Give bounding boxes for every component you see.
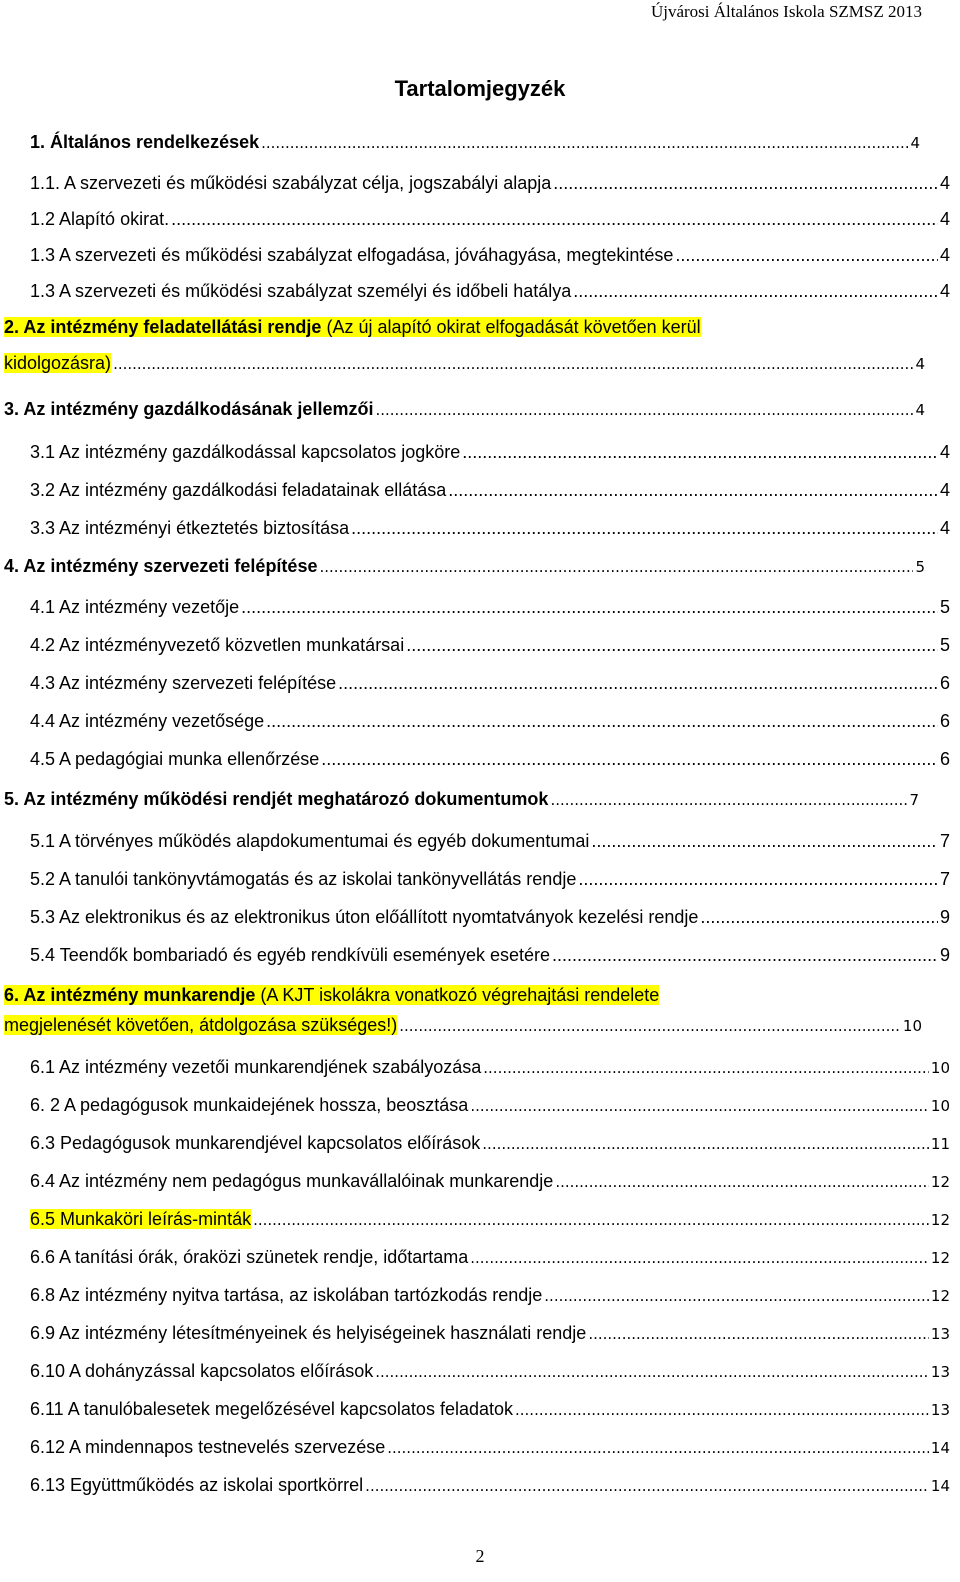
toc-entry-page: 7 xyxy=(939,869,950,889)
toc-entry-6-10[interactable] xyxy=(30,1359,950,1383)
toc-entry-page: 4 xyxy=(910,134,920,152)
running-header: Újvárosi Általános Iskola SZMSZ 2013 xyxy=(650,2,922,21)
toc-entry-3-2[interactable] xyxy=(30,478,950,502)
toc-entry-label: 5.2 A tanulói tankönyvtámogatás és az iskolai tankönyvellátás rendje xyxy=(30,869,577,889)
toc-entry-2-cont[interactable] xyxy=(4,351,925,375)
toc-entry-6-9[interactable] xyxy=(30,1321,950,1345)
toc-entry-6-12[interactable] xyxy=(30,1435,950,1459)
toc-entry-5-4[interactable] xyxy=(30,943,950,967)
toc-entry-4-2[interactable] xyxy=(30,633,950,657)
toc-entry-page: 7 xyxy=(909,791,919,809)
toc-entry-4-5[interactable] xyxy=(30,747,950,771)
toc-entry-label: 6.13 Együttműködés az iskolai sportkörrel xyxy=(30,1475,364,1495)
toc-entry-3[interactable] xyxy=(4,397,925,421)
toc-entry-label: 4.5 A pedagógiai munka ellenőrzése xyxy=(30,749,320,769)
toc-entry-page: 11 xyxy=(930,1135,950,1153)
toc-entry-label: 6.9 Az intézmény létesítményeinek és helyiségeinek használati rendje xyxy=(30,1323,587,1343)
toc-entry-label: 5.1 A törvényes működés alapdokumentumai és egyéb dokumentumai xyxy=(30,831,590,851)
toc-entry-page: 12 xyxy=(930,1249,950,1267)
toc-entry-page: 10 xyxy=(930,1097,950,1115)
toc-entry-label: 4.4 Az intézmény vezetősége xyxy=(30,711,265,731)
toc-entry-1[interactable] xyxy=(30,130,920,154)
toc-entry-6-13[interactable] xyxy=(30,1473,950,1497)
toc-entry-page: 13 xyxy=(930,1325,950,1343)
toc-entry-page: 13 xyxy=(930,1401,950,1419)
toc-entry-6-1[interactable] xyxy=(30,1055,950,1079)
toc-entry-label: 6.1 Az intézmény vezetői munkarendjének szabályozása xyxy=(30,1057,482,1077)
toc-entry-label: 3. Az intézmény gazdálkodásának jellemzői xyxy=(4,399,374,419)
toc-entry-label: 6.10 A dohányzással kapcsolatos előírások xyxy=(30,1361,374,1381)
toc-entry-5-2[interactable] xyxy=(30,867,950,891)
toc-entry-page: 12 xyxy=(930,1211,950,1229)
toc-entry-page: 6 xyxy=(939,711,950,731)
toc-entry-label: 3.1 Az intézmény gazdálkodással kapcsolatos jogköre xyxy=(30,442,461,462)
toc-entry-page: 4 xyxy=(939,442,950,462)
toc-entry-4[interactable] xyxy=(4,554,925,578)
toc-entry-page: 5 xyxy=(939,597,950,617)
toc-entry-page: 6 xyxy=(939,673,950,693)
toc-entry-page: 14 xyxy=(930,1439,950,1457)
toc-entry-page: 14 xyxy=(930,1477,950,1495)
toc-entry-label: 1.3 A szervezeti és működési szabályzat személyi és időbeli hatálya xyxy=(30,281,572,301)
toc-entry-page: 4 xyxy=(939,245,950,265)
toc-entry-label: 4.1 Az intézmény vezetője xyxy=(30,597,240,617)
toc-entry-page: 4 xyxy=(939,518,950,538)
toc-entry-page: 4 xyxy=(915,401,925,419)
toc-entry-label: 1.3 A szervezeti és működési szabályzat elfogadása, jóváhagyása, megtekintése xyxy=(30,245,674,265)
toc-entry-page: 9 xyxy=(939,907,950,927)
toc-entry-3-1[interactable] xyxy=(30,440,950,464)
toc-entry-page: 13 xyxy=(930,1363,950,1381)
toc-entry-page: 9 xyxy=(939,945,950,965)
toc-entry-label: 3.3 Az intézményi étkeztetés biztosítása xyxy=(30,518,350,538)
toc-entry-4-3[interactable] xyxy=(30,671,950,695)
toc-entry-page: 5 xyxy=(939,635,950,655)
toc-entry-page: 12 xyxy=(930,1173,950,1191)
toc-entry-6[interactable] xyxy=(4,983,659,1007)
toc-entry-label: 6.4 Az intézmény nem pedagógus munkavállalóinak munkarendje xyxy=(30,1171,554,1191)
toc-entry-label: 6. 2 A pedagógusok munkaidejének hossza, beosztása xyxy=(30,1095,469,1115)
toc-entry-6-11[interactable] xyxy=(30,1397,950,1421)
toc-entry-4-4[interactable] xyxy=(30,709,950,733)
toc-entry-5-1[interactable] xyxy=(30,829,950,853)
toc-entry-label: 6. Az intézmény munkarendje xyxy=(4,985,256,1005)
toc-entry-label: 6.3 Pedagógusok munkarendjével kapcsolatos előírások xyxy=(30,1133,481,1153)
toc-entry-6-2[interactable] xyxy=(30,1093,950,1117)
toc-entry-1-2[interactable] xyxy=(30,207,950,231)
toc-entry-4-1[interactable] xyxy=(30,595,950,619)
toc-entry-label-rest: (Az új alapító okirat elfogadását követően kerül xyxy=(321,317,701,337)
toc-entry-6-5[interactable] xyxy=(30,1207,950,1231)
toc-title: Tartalomjegyzék xyxy=(394,76,566,101)
toc-entry-label-cont: kidolgozásra) xyxy=(4,353,112,373)
toc-entry-page: 4 xyxy=(939,480,950,500)
toc-entry-5[interactable] xyxy=(4,787,919,811)
toc-entry-page: 5 xyxy=(915,558,925,576)
toc-entry-label: 6.5 Munkaköri leírás-minták xyxy=(30,1209,252,1229)
toc-entry-label: 6.12 A mindennapos testnevelés szervezése xyxy=(30,1437,386,1457)
toc-entry-page: 4 xyxy=(915,355,925,373)
toc-entry-label: 1.1. A szervezeti és működési szabályzat célja, jogszabályi alapja xyxy=(30,173,552,193)
toc-entry-label: 5.3 Az elektronikus és az elektronikus úton előállított nyomtatványok kezelési rendje xyxy=(30,907,699,927)
toc-entry-3-3[interactable] xyxy=(30,516,950,540)
toc-entry-label: 4. Az intézmény szervezeti felépítése xyxy=(4,556,318,576)
toc-entry-6-8[interactable] xyxy=(30,1283,950,1307)
toc-entry-6-3[interactable] xyxy=(30,1131,950,1155)
toc-entry-label: 6.8 Az intézmény nyitva tartása, az iskolában tartózkodás rendje xyxy=(30,1285,543,1305)
toc-entry-label: 6.11 A tanulóbalesetek megelőzésével kapcsolatos feladatok xyxy=(30,1399,513,1419)
toc-entry-6-6[interactable] xyxy=(30,1245,950,1269)
toc-entry-page: 4 xyxy=(939,281,950,301)
toc-entry-page: 7 xyxy=(939,831,950,851)
toc-entry-1-1[interactable] xyxy=(30,171,950,195)
toc-entry-1-3[interactable] xyxy=(30,243,950,267)
toc-entry-5-3[interactable] xyxy=(30,905,950,929)
toc-entry-label: 4.2 Az intézményvezető közvetlen munkatársai xyxy=(30,635,405,655)
toc-entry-label: 3.2 Az intézmény gazdálkodási feladatainak ellátása xyxy=(30,480,447,500)
toc-entry-label: 6.6 A tanítási órák, óraközi szünetek rendje, időtartama xyxy=(30,1247,469,1267)
toc-entry-label: 1.2 Alapító okirat. xyxy=(30,209,170,229)
toc-entry-2[interactable] xyxy=(4,315,701,339)
toc-entry-label: 5. Az intézmény működési rendjét meghatározó dokumentumok xyxy=(4,789,549,809)
toc-entry-label: 1. Általános rendelkezések xyxy=(30,132,260,152)
page-number: 2 xyxy=(475,1546,485,1566)
toc-entry-label-rest: (A KJT iskolákra vonatkozó végrehajtási rendelete xyxy=(255,985,660,1005)
toc-entry-page: 10 xyxy=(930,1059,950,1077)
toc-entry-page: 4 xyxy=(939,209,950,229)
toc-entry-page: 6 xyxy=(939,749,950,769)
toc-entry-label: 2. Az intézmény feladatellátási rendje xyxy=(4,317,322,337)
toc-entry-label: 4.3 Az intézmény szervezeti felépítése xyxy=(30,673,337,693)
toc-entry-page: 4 xyxy=(939,173,950,193)
toc-entry-6-4[interactable] xyxy=(30,1169,950,1193)
toc-entry-6-cont[interactable] xyxy=(4,1013,922,1037)
toc-entry-page: 10 xyxy=(902,1017,922,1035)
toc-entry-label-cont: megjelenését követően, átdolgozása szükséges!) xyxy=(4,1015,398,1035)
toc-entry-1-3-b[interactable] xyxy=(30,279,950,303)
toc-entry-label: 5.4 Teendők bombariadó és egyéb rendkívüli események esetére xyxy=(30,945,550,965)
toc-entry-page: 12 xyxy=(930,1287,950,1305)
